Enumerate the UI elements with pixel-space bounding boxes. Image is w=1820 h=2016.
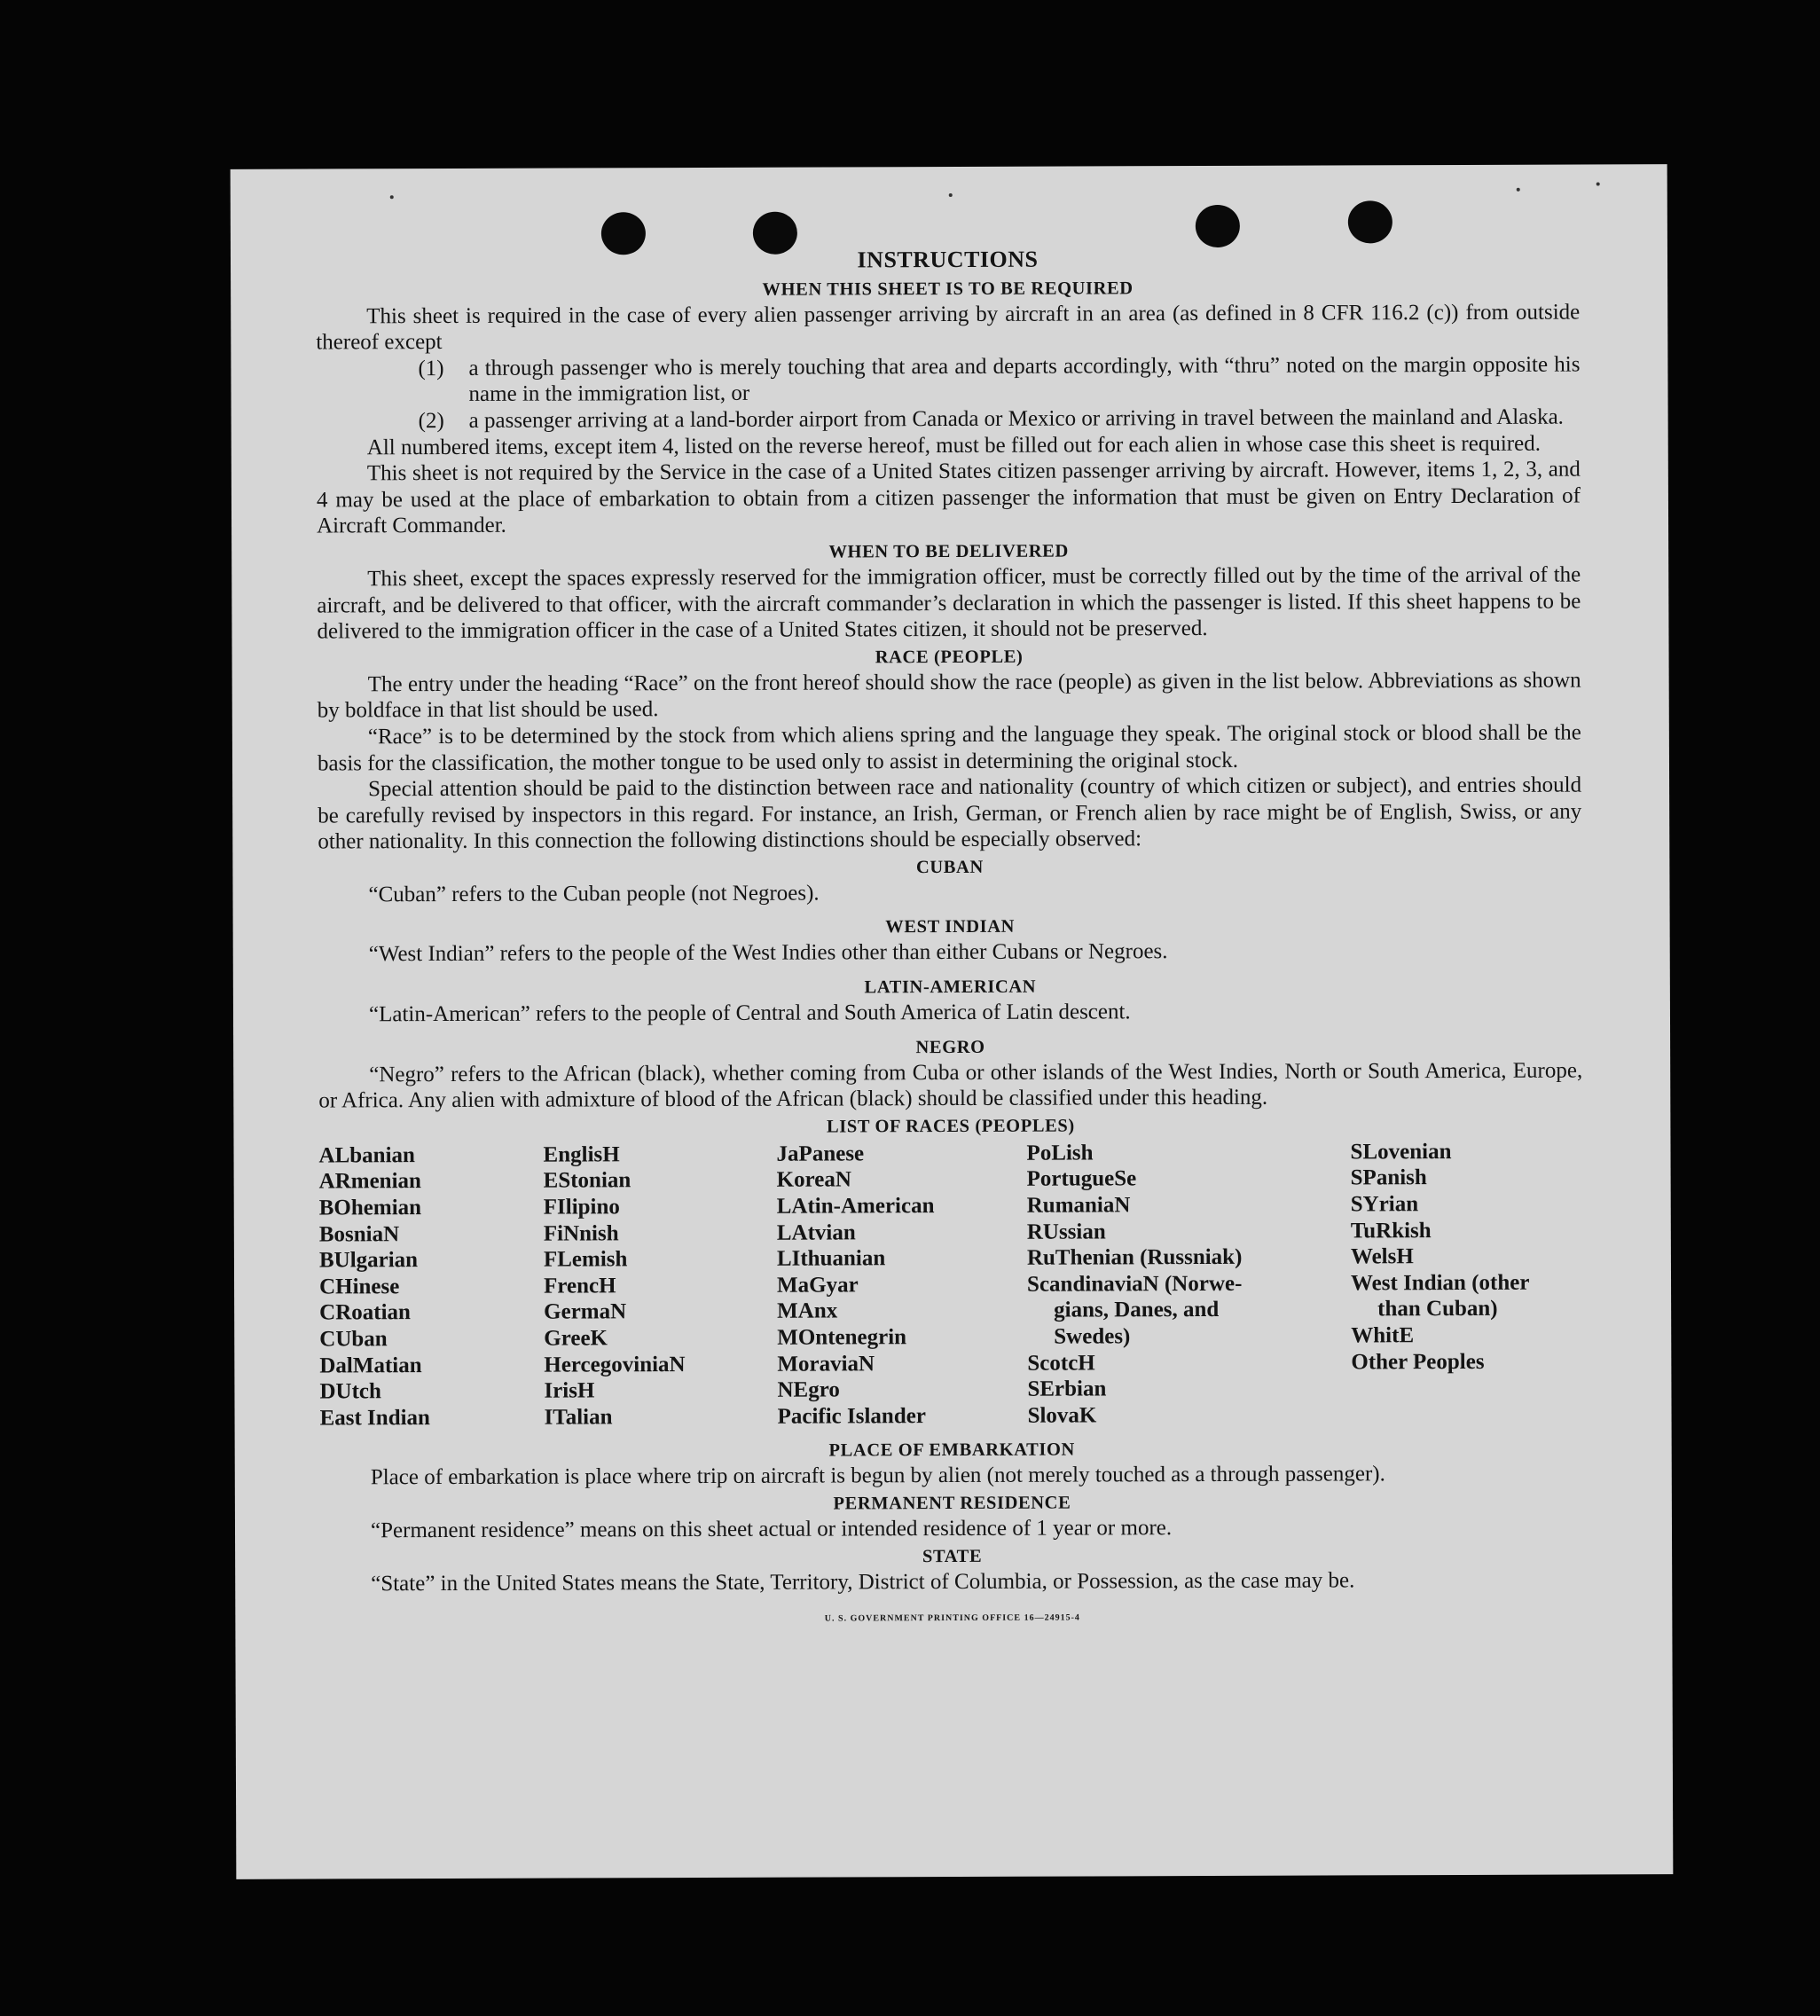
race-entry: GreeK: [544, 1326, 608, 1351]
race-entry: LAtvian: [776, 1220, 856, 1245]
race-entry: SLovenian: [1350, 1139, 1452, 1165]
race-entry: EStonian: [543, 1168, 632, 1194]
punch-hole: [1348, 200, 1392, 243]
race-entry: SPanish: [1350, 1165, 1427, 1190]
race-entry: BUlgarian: [318, 1248, 419, 1273]
paragraph: This sheet is required in the case of every alien passenger arriving by aircraft in an area (as defined in 8 CFR 116.2 (c)) from outside thereof except: [316, 300, 1581, 355]
race-entry: ScandinaviaN (Norwe-: [1026, 1271, 1243, 1297]
race-entry: RUssian: [1026, 1220, 1106, 1244]
race-entry: MoraviaN: [777, 1351, 875, 1377]
heading-when-required: WHEN THIS SHEET IS TO BE REQUIRED: [762, 278, 1134, 300]
race-entry: East Indian: [319, 1405, 430, 1431]
race-entry: FIlipino: [543, 1195, 620, 1220]
race-entry: PortugueSe: [1026, 1166, 1137, 1192]
race-entry: PoLish: [1026, 1141, 1094, 1165]
races-table: [318, 1138, 1583, 1432]
race-entry: RumaniaN: [1026, 1193, 1131, 1218]
heading-list-of-races: LIST OF RACES (PEOPLES): [826, 1116, 1075, 1137]
race-entry: BosniaN: [318, 1221, 400, 1247]
race-entry: DalMatian: [319, 1353, 422, 1378]
item-text: a passenger arriving at a land-border airport from Canada or Mexico or arriving in travel between the mainland and Alaska.: [468, 404, 1564, 433]
paragraph: “State” in the United States means the State, Territory, District of Columbia, or Possession, as the case may be.: [371, 1567, 1355, 1596]
races-column: [1026, 1139, 1351, 1429]
paragraph: “Cuban” refers to the Cuban people (not Negroes).: [368, 881, 820, 907]
heading-cuban: CUBAN: [915, 857, 984, 878]
item-number: (1): [418, 356, 444, 380]
race-entry: CHinese: [318, 1274, 400, 1299]
race-entry: BOhemian: [318, 1196, 422, 1220]
paragraph: “West Indian” refers to the people of the West Indies other than either Cubans or Negroes.: [368, 939, 1168, 967]
list-item: [419, 404, 1581, 434]
heading-race: RACE (PEOPLE): [875, 647, 1024, 668]
race-entry: SErbian: [1027, 1377, 1107, 1401]
paragraph: This sheet is not required by the Service in the case of a United States citizen passenger arriving by aircraft. However, items 1, 2, 3, and 4 may be used at the place of embarkation to obtain from a citizen passenger the information that must be given on Entry Declaration of Aircraft Commander.: [316, 457, 1581, 538]
races-column: [1350, 1138, 1583, 1427]
page-title: INSTRUCTIONS: [857, 246, 1039, 273]
race-entry: ScotcH: [1027, 1351, 1095, 1376]
race-entry: GermaN: [544, 1299, 627, 1325]
speck: [390, 195, 394, 199]
heading-when-delivered: WHEN TO BE DELIVERED: [828, 541, 1069, 562]
race-entry: RuThenian (Russniak): [1026, 1245, 1243, 1270]
race-entry: DUtch: [319, 1379, 381, 1404]
races-column: [776, 1141, 1027, 1431]
paragraph: This sheet, except the spaces expressly reserved for the immigration officer, must be correctly filled out by the time of the arrival of the aircraft, and be delivered to that officer, with the aircraft commander’s declaration in which the passenger is listed. If this sheet happens to be delivered to the immigration officer in the case of a United States citizen, it should not be preserved.: [317, 562, 1581, 644]
punch-hole: [1196, 205, 1240, 247]
race-entry: HercegoviniaN: [544, 1352, 686, 1377]
race-entry: IrisH: [544, 1378, 595, 1403]
heading-place-of-embarkation: PLACE OF EMBARKATION: [828, 1439, 1075, 1461]
race-entry: MaGyar: [776, 1273, 859, 1298]
heading-permanent-residence: PERMANENT RESIDENCE: [833, 1493, 1071, 1514]
races-column: [318, 1141, 544, 1431]
speck: [949, 193, 953, 197]
race-entry: Pacific Islander: [777, 1403, 926, 1429]
race-entry: KoreaN: [776, 1167, 851, 1193]
race-entry: FrencH: [543, 1274, 616, 1298]
race-entry: MAnx: [777, 1298, 838, 1324]
paragraph: “Permanent residence” means on this sheet actual or intended residence of 1 year or more.: [370, 1516, 1173, 1543]
race-entry-continued: Swedes): [1054, 1324, 1131, 1349]
race-entry-continued: gians, Danes, and: [1054, 1298, 1220, 1323]
race-entry: FLemish: [543, 1247, 628, 1272]
paragraph: All numbered items, except item 4, listed on the reverse hereof, must be filled out for each alien in whose case this sheet is required.: [366, 431, 1541, 459]
race-entry: WhitE: [1351, 1323, 1415, 1348]
races-column: [543, 1141, 777, 1431]
race-entry: SlovaK: [1027, 1403, 1097, 1428]
race-entry: TuRkish: [1350, 1218, 1432, 1243]
item-text: a through passenger who is merely touching that area and departs accordingly, with “thru” noted on the margin opposite his name in the immigration list, or: [468, 352, 1581, 407]
race-entry: LAtin-American: [776, 1194, 935, 1219]
heading-west-indian: WEST INDIAN: [885, 917, 1016, 937]
paragraph: “Race” is to be determined by the stock from which aliens spring and the language they speak. The original stock or blood shall be the basis for the classification, the mother tongue to be used only to assist in determining the original stock.: [317, 720, 1581, 775]
race-entry: West Indian (other: [1350, 1270, 1530, 1296]
heading-state: STATE: [922, 1546, 983, 1566]
paragraph: “Negro” refers to the African (black), whether coming from Cuba or other islands of the West Indies, North or South America, Europe, or Africa. Any alien with admixture of blood of the African (black) should be classified under this heading.: [318, 1058, 1583, 1113]
race-entry: MOntenegrin: [777, 1325, 907, 1350]
race-entry: WelsH: [1350, 1244, 1414, 1269]
race-entry: ARmenian: [318, 1169, 421, 1194]
race-entry-continued: than Cuban): [1377, 1297, 1498, 1322]
paragraph: Special attention should be paid to the distinction between race and nationality (country of which citizen or subject), and entries should be carefully revised by inspectors in this regard. For instance, an Irish, German, or French alien by race might be of English, Swiss, or any other nationality. In this connection the following distinctions should be especially observed:: [318, 773, 1582, 854]
item-number: (2): [418, 408, 444, 434]
instructions-content: [316, 245, 1584, 1635]
printer-imprint: U. S. GOVERNMENT PRINTING OFFICE 16—24915-4: [824, 1612, 1080, 1624]
speck: [1596, 182, 1600, 185]
race-entry: ALbanian: [318, 1142, 415, 1168]
race-entry: FiNnish: [543, 1220, 619, 1246]
race-entry: LIthuanian: [776, 1246, 886, 1271]
heading-negro: NEGRO: [915, 1037, 985, 1057]
document-sheet: [231, 164, 1674, 1879]
race-entry: SYrian: [1350, 1192, 1419, 1217]
heading-latin-american: LATIN-AMERICAN: [864, 977, 1037, 998]
race-entry: Other Peoples: [1351, 1349, 1485, 1375]
race-entry: NEgro: [777, 1377, 840, 1402]
paragraph: “Latin-American” refers to the people of Central and South America of Latin descent.: [368, 1000, 1131, 1027]
race-entry: CUban: [319, 1327, 388, 1352]
race-entry: JaPanese: [776, 1141, 865, 1166]
race-entry: ITalian: [544, 1405, 613, 1430]
race-entry: CRoatian: [319, 1300, 411, 1325]
paragraph: The entry under the heading “Race” on the front hereof should show the race (people) as given in the list below. Abbreviations as shown by boldface in that list should be used.: [317, 668, 1581, 723]
list-item: [418, 351, 1580, 408]
paragraph: Place of embarkation is place where trip on aircraft is begun by alien (not merely touched as a through passenger).: [370, 1462, 1385, 1490]
speck: [1517, 188, 1520, 192]
race-entry: EnglisH: [543, 1142, 620, 1167]
